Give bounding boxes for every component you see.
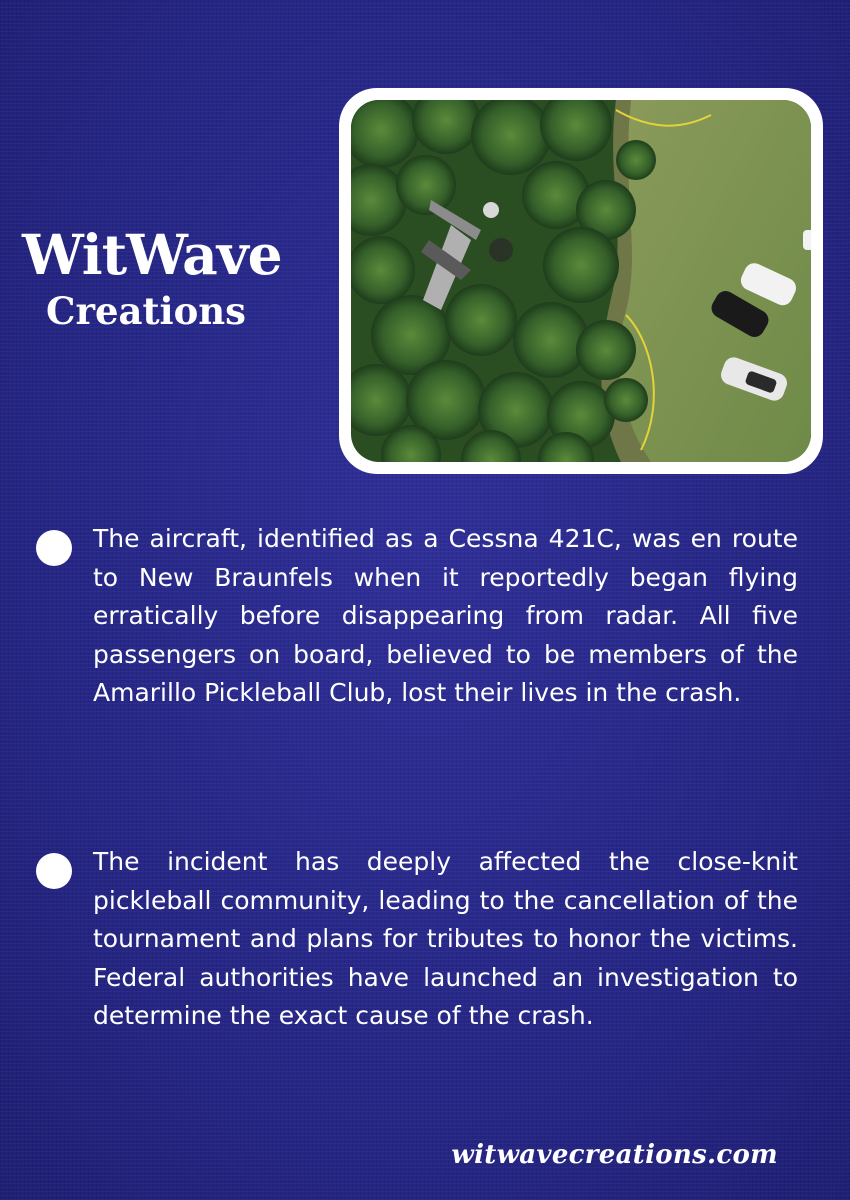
bullet-dot-2 bbox=[36, 853, 72, 889]
paragraph-1: The aircraft, identified as a Cessna 421C, was en route to New Braunfels when it reportedly began flying erratically before disappearing from radar. All five passengers on board, believed to be members of the Amarillo Pickleball Club, lost their lives in the crash. bbox=[93, 524, 798, 707]
aerial-crash-site-photo bbox=[351, 100, 811, 462]
photo-frame bbox=[339, 88, 823, 474]
brand-name: WitWave bbox=[22, 222, 282, 287]
brand-logo bbox=[22, 222, 302, 334]
brand-subtitle: Creations bbox=[46, 289, 247, 333]
website-url: witwavecreations.com bbox=[451, 1140, 778, 1170]
paragraph-2: The incident has deeply affected the close-knit pickleball community, leading to the cancellation of the tournament and plans for tributes to honor the victims. Federal authorities have launched an investigation to determine the exact cause of the crash. bbox=[93, 847, 798, 1030]
bullet-dot-1 bbox=[36, 530, 72, 566]
